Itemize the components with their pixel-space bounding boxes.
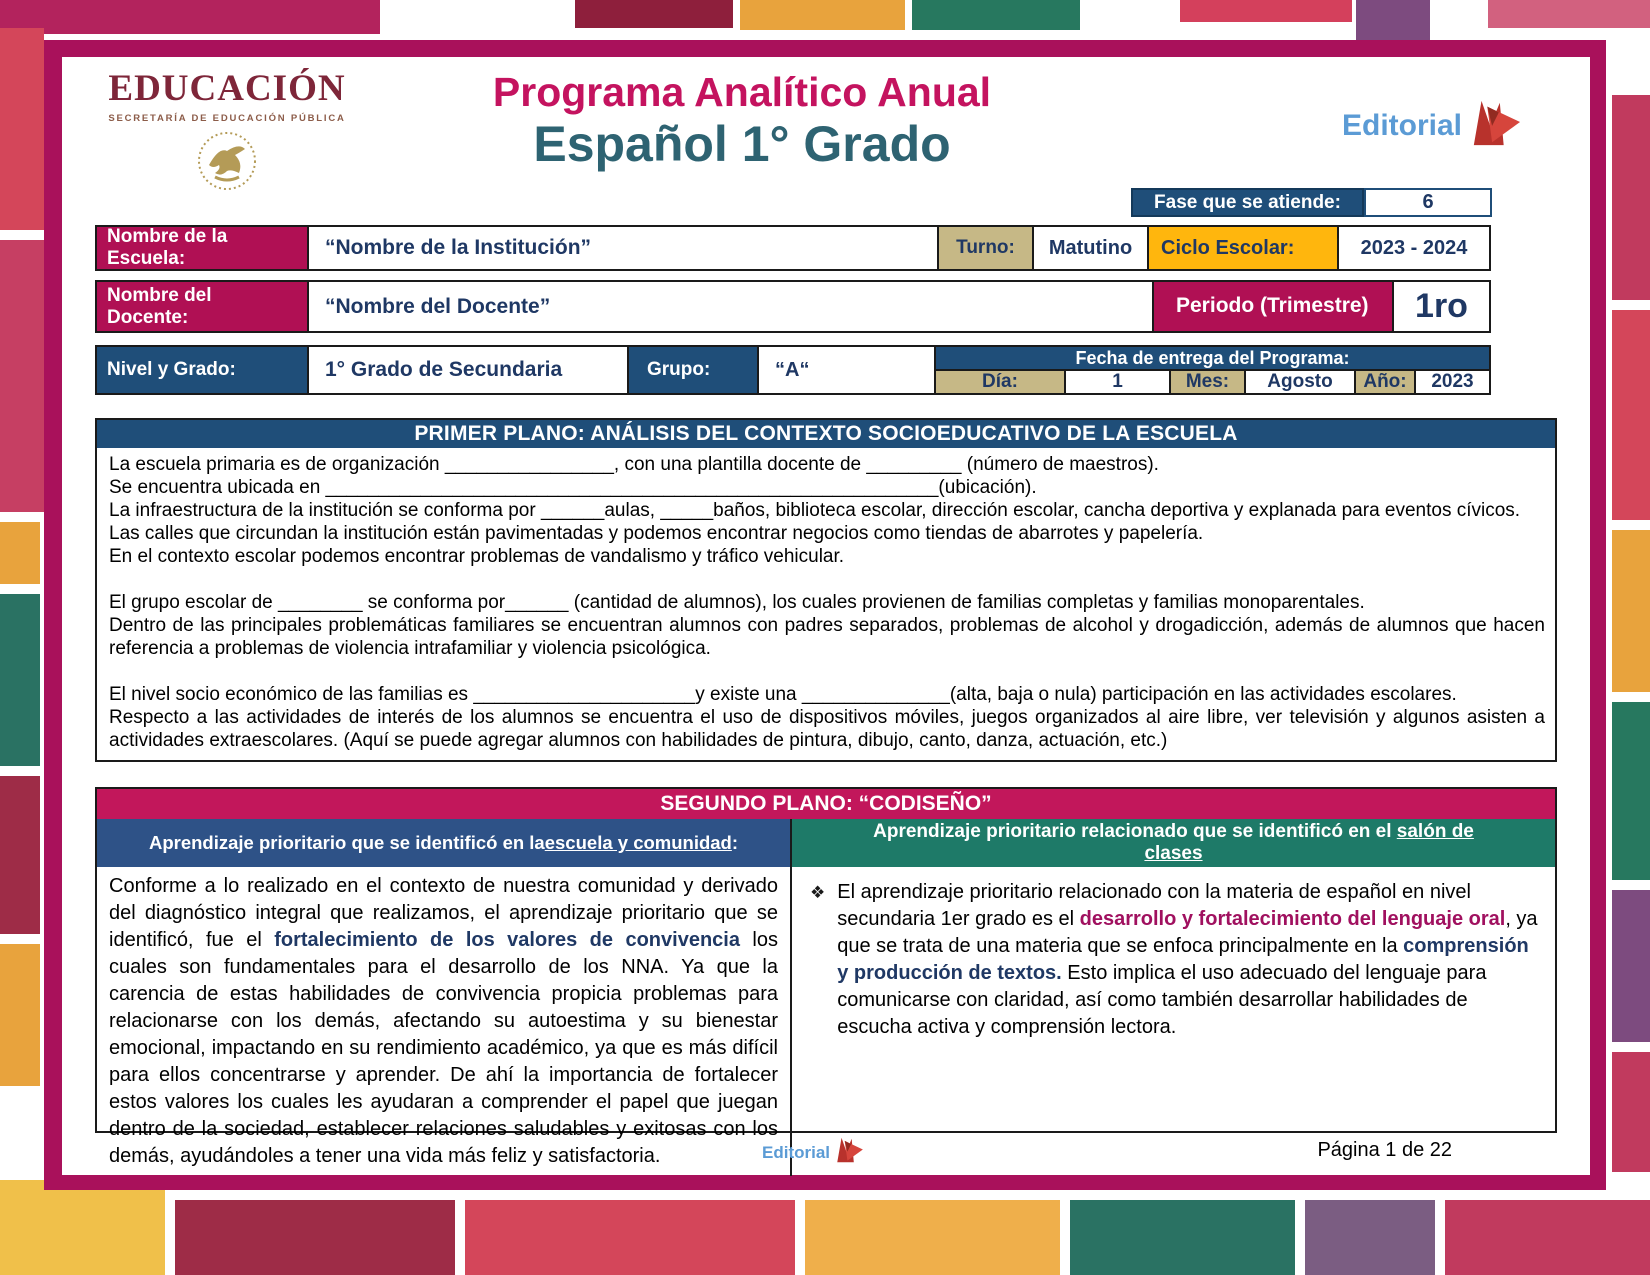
mosaic-tile <box>740 0 905 30</box>
ciclo-label: Ciclo Escolar: <box>1147 227 1337 269</box>
dia-value: 1 <box>1064 371 1169 393</box>
grupo-value: “A“ <box>757 347 934 393</box>
mosaic-tile <box>1612 310 1650 520</box>
mosaic-tile <box>0 28 44 230</box>
sep-logo <box>92 67 362 198</box>
diamond-bullet-icon: ❖ <box>810 883 826 902</box>
document-title <box>362 71 1122 171</box>
codiseno-column-headers <box>97 819 1555 867</box>
col-header-left-colon: : <box>731 832 739 853</box>
right-text-rest: Esto implica el uso adecuado del lenguaje para comunicarse con claridad, así como también desarrollar habilidades de escucha activa y comprensión lectora. <box>837 962 1487 1038</box>
periodo-label: Periodo (Trimestre) <box>1152 282 1392 331</box>
nivel-value: 1° Grado de Secundaria <box>307 347 627 393</box>
docente-value: “Nombre del Docente” <box>307 282 1152 331</box>
codiseno-bodies <box>97 867 1555 1176</box>
paragraph: Se encuentra ubicada en __________________________________________________________(ubicación). <box>109 477 1037 498</box>
mosaic-tile <box>912 0 1080 30</box>
mosaic-tile <box>0 944 40 1086</box>
mosaic-tile <box>0 776 40 934</box>
codiseno-left-text <box>97 867 792 1176</box>
right-text-bold-magenta: desarrollo y fortalecimiento del lenguaje oral <box>1079 908 1506 930</box>
fecha-entrega-block <box>934 347 1489 393</box>
grupo-label: Grupo: <box>627 347 757 393</box>
col-header-left-underlined: escuela y comunidad <box>544 832 732 853</box>
mosaic-tile <box>805 1200 1060 1275</box>
right-text-intro: El aprendizaje prioritario relacionado con la materia de español en nivel secundaria 1er grado es el <box>837 881 1471 930</box>
coat-of-arms-icon <box>92 129 362 198</box>
right-text-mid: , ya que se trata de una materia que se enfoca principalmente en la <box>837 908 1538 957</box>
mosaic-tile <box>0 522 40 584</box>
info-row-escuela <box>95 225 1491 271</box>
fecha-subrow <box>936 369 1489 393</box>
paragraph: La infraestructura de la institución se conforma por ______aulas, _____baños, biblioteca escolar, dirección escolar, cancha deportiva y explanada para eventos cívicos. <box>109 500 1521 521</box>
title-line-1: Programa Analítico Anual <box>492 69 992 115</box>
paragraph: Respecto a las actividades de interés de los alumnos se encuentra el uso de dispositivos móviles, juegos organizados al aire libre, ver televisión y algunos asisten a actividades extraescolares. (Aquí se puede agregar alumnos con habilidades de pintura, dibujo, canto, danza, actuación, etc.) <box>109 707 1545 751</box>
page-number: Página 1 de 22 <box>1317 1139 1452 1161</box>
primer-plano-section <box>95 418 1557 762</box>
anio-label: Año: <box>1354 371 1414 393</box>
periodo-value: 1ro <box>1392 282 1489 331</box>
anio-value: 2023 <box>1414 371 1489 393</box>
mosaic-tile <box>1612 530 1650 692</box>
codiseno-right-text <box>792 867 1555 1176</box>
paragraph-spacer <box>109 660 1545 683</box>
primer-plano-body <box>97 448 1555 760</box>
info-row-docente <box>95 280 1491 333</box>
mosaic-tile <box>0 1180 165 1275</box>
paragraph: La escuela primaria es de organización ________________, con una plantilla docente de _________ (número de maestros). <box>109 454 1159 475</box>
paragraph: Las calles que circundan la institución están pavimentadas y podemos encontrar negocios como tiendas de abarrotes y papelería. <box>109 523 1204 544</box>
mosaic-tile <box>1612 1052 1650 1172</box>
ciclo-value: 2023 - 2024 <box>1337 227 1489 269</box>
mes-label: Mes: <box>1169 371 1244 393</box>
footer-editorial-text: Editorial <box>762 1142 831 1162</box>
col-header-right-underlined: salón de clases <box>1144 821 1474 864</box>
footer-editorial-logo <box>762 1135 865 1170</box>
escuela-label: Nombre de la Escuela: <box>97 227 307 269</box>
mosaic-tile <box>1070 1200 1295 1275</box>
footer-editorial-play-icon <box>833 1135 865 1170</box>
docente-label: Nombre del Docente: <box>97 282 307 331</box>
col-header-right-text: Aprendizaje prioritario relacionado que se identificó en el <box>873 821 1397 842</box>
col-header-left-text: Aprendizaje prioritario que se identificó en la <box>148 832 545 853</box>
mosaic-tile <box>0 594 40 766</box>
sep-subtitle: SECRETARÍA DE EDUCACIÓN PÚBLICA <box>108 113 346 124</box>
paragraph: Dentro de las principales problemáticas familiares se encuentran alumnos con padres separados, problemas de alcohol y drogadicción, además de alumnos que hacen referencia a problemas de violencia intrafamiliar y violencia psicológica. <box>109 615 1545 659</box>
mosaic-tile <box>1305 1200 1435 1275</box>
paragraph: El nivel socio económico de las familias es _____________________y existe una ______________(alta, baja o nula) participación en las actividades escolares. <box>109 684 1457 705</box>
segundo-plano-header: SEGUNDO PLANO: “CODISEÑO” <box>97 789 1555 819</box>
fecha-header: Fecha de entrega del Programa: <box>936 347 1489 369</box>
mosaic-tile <box>1488 0 1650 28</box>
dia-label: Día: <box>936 371 1064 393</box>
title-line-2: Español 1° Grado <box>533 116 951 173</box>
mosaic-tile <box>465 1200 795 1275</box>
mosaic-tile <box>1612 890 1650 1042</box>
page-body <box>62 57 1590 1175</box>
nivel-label: Nivel y Grado: <box>97 347 307 393</box>
primer-plano-header: PRIMER PLANO: ANÁLISIS DEL CONTEXTO SOCIOEDUCATIVO DE LA ESCUELA <box>97 420 1555 448</box>
mosaic-tile <box>1612 95 1650 300</box>
left-text-intro: Conforme a lo realizado en el contexto de nuestra comunidad y derivado del diagnóstico integral que realizamos, el aprendizaje prioritario que se identificó, fue el <box>109 875 778 951</box>
right-text-bold-navy: comprensión y producción de textos. <box>837 935 1529 984</box>
info-row-nivel <box>95 345 1491 395</box>
mosaic-tile <box>0 0 380 34</box>
turno-label: Turno: <box>937 227 1032 269</box>
mosaic-tile <box>1180 0 1352 22</box>
mosaic-tile <box>1612 702 1650 880</box>
left-text-rest: los cuales son fundamentales para el desarrollo de los NNA. Ya que la carencia de estas habilidades de convivencia propicia problemas para relacionarse con los demás, afectando su autoestima y su bienestar emocional, impactando en su rendimiento académico, ya que es más difícil para ellos concentrarse y aprender. De ahí la importancia de fortalecer estos valores los cuales les ayudaran a comprender el papel que juegan dentro de la sociedad, establecer relaciones saludables y exitosas con los demás, ayudándoles a tener una vida más feliz y satisfactoria. <box>109 929 778 1167</box>
editorial-md-play-icon <box>1466 97 1524 154</box>
fase-label: Fase que se atiende: <box>1131 188 1364 217</box>
left-text-bold: fortalecimiento de los valores de convivencia <box>274 929 740 951</box>
mosaic-tile <box>575 0 733 28</box>
mosaic-tile <box>175 1200 455 1275</box>
escuela-value: “Nombre de la Institución” <box>307 227 937 269</box>
mosaic-tile <box>1445 1200 1650 1275</box>
mes-value: Agosto <box>1244 371 1354 393</box>
turno-value: Matutino <box>1032 227 1147 269</box>
col-header-escuela-comunidad <box>97 819 792 867</box>
mosaic-tile <box>0 240 44 512</box>
paragraph-spacer <box>109 568 1545 591</box>
sep-wordmark: EDUCACIÓN <box>108 68 346 109</box>
editorial-logo-text: Editorial <box>1342 108 1463 142</box>
paragraph: En el contexto escolar podemos encontrar problemas de vandalismo y tráfico vehicular. <box>109 546 845 567</box>
fase-value: 6 <box>1364 188 1492 217</box>
editorial-md-logo <box>1342 97 1524 154</box>
col-header-salon-clases <box>792 819 1555 867</box>
paragraph: El grupo escolar de ________ se conforma por______ (cantidad de alumnos), los cuales provienen de familias completas y familias monoparentales. <box>109 592 1365 613</box>
